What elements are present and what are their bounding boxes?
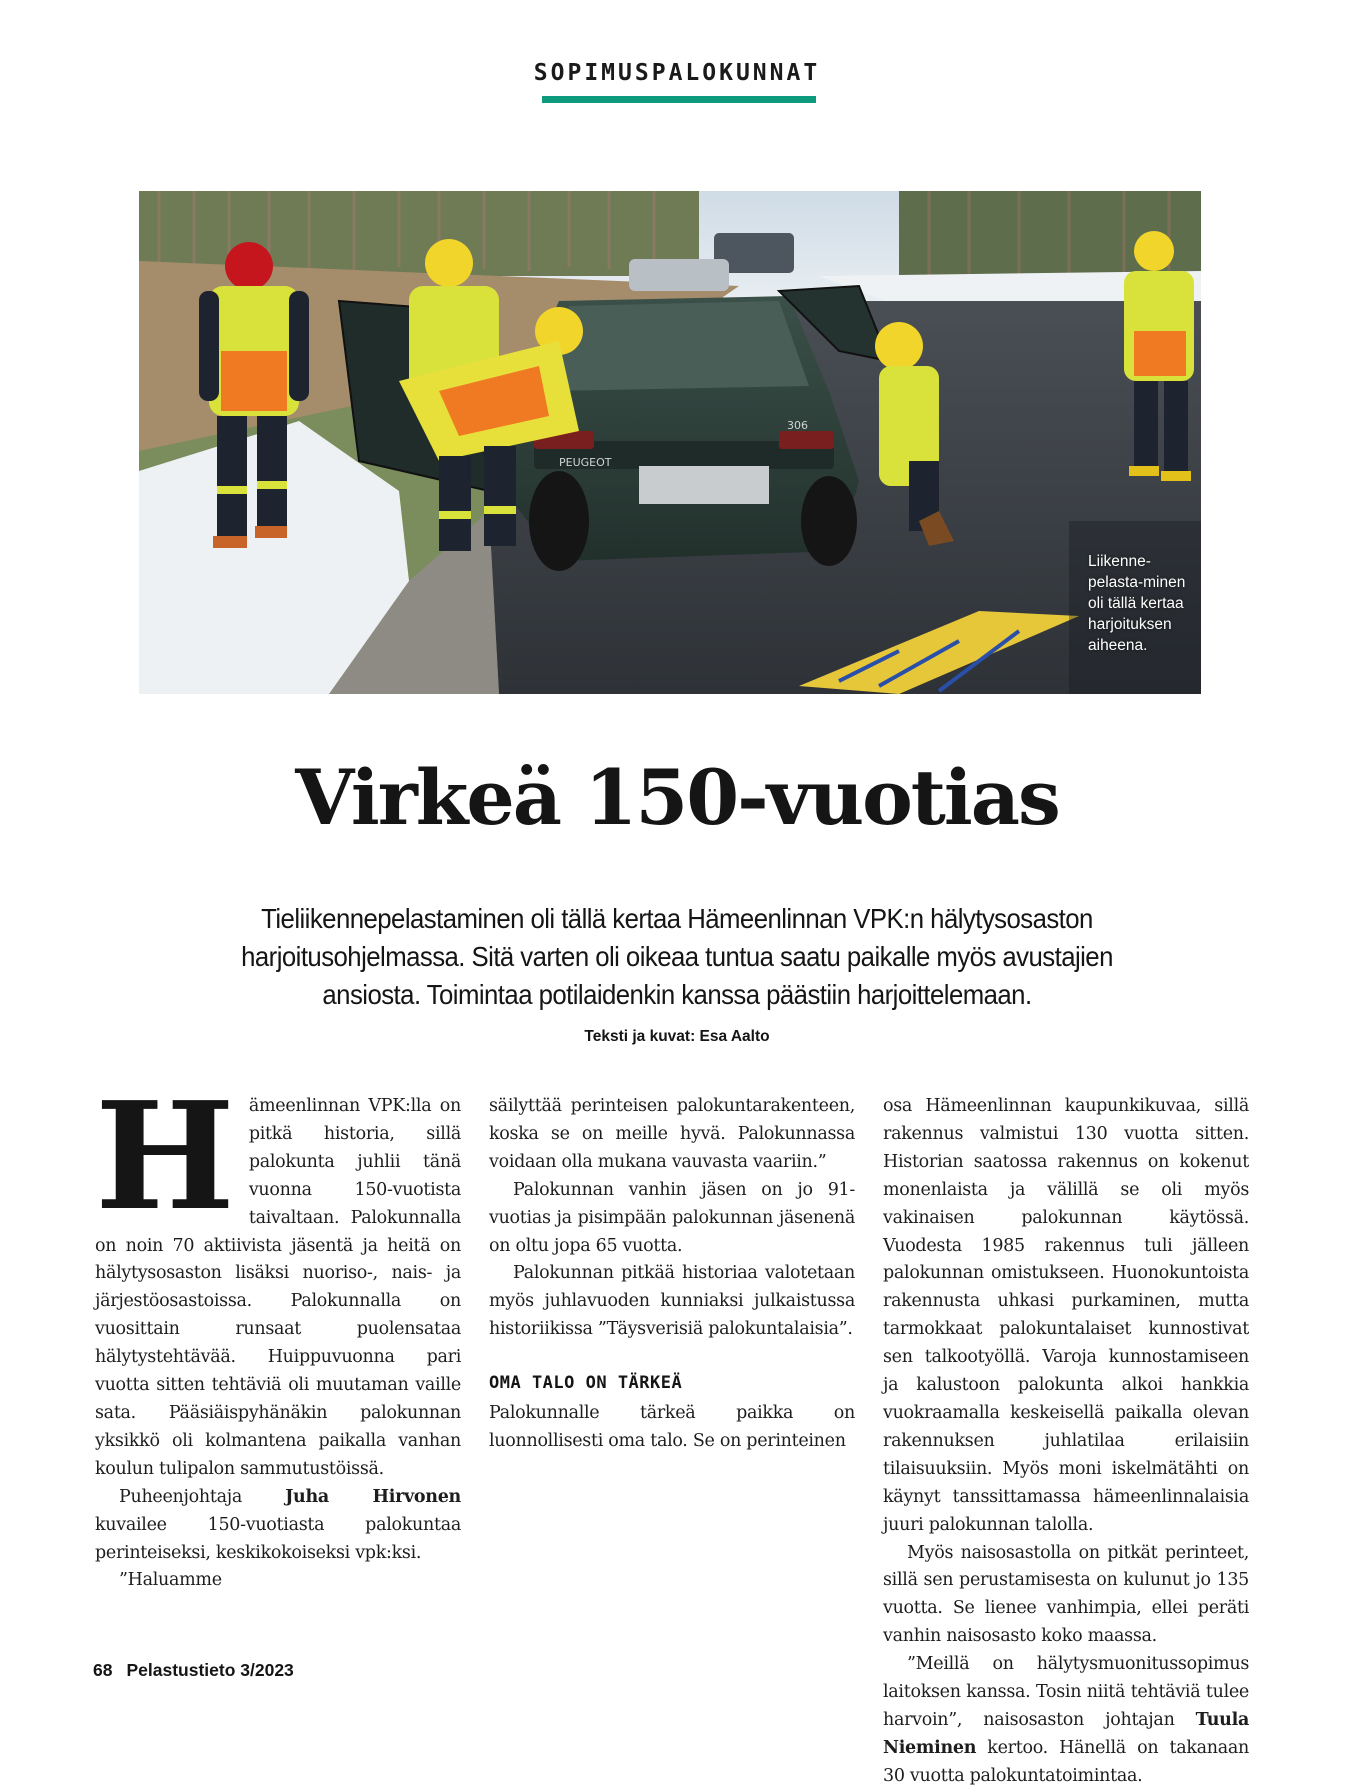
article-title: Virkeä 150-vuotias: [295, 753, 1059, 842]
paragraph-3: ”Haluamme: [119, 1570, 222, 1591]
person-name-chair: Juha Hirvonen: [285, 1486, 461, 1507]
paragraph-4: Palokunnan vanhin jäsen on jo 91-vuotias ja pisimpään palokunnan jäsenenä on oltu jopa 65 vuotta.: [489, 1179, 855, 1256]
section-rule: [542, 96, 816, 103]
paragraph-7: Myös naisosastolla on pitkät perinteet, sillä sen perustamisesta on kulunut jo 135 vuotta. Se lienee vanhimpia, ellei peräti vanhin naisosasto koko maassa.: [883, 1542, 1249, 1647]
paragraph-8-end: kertoo. Hänellä on takanaan 30 vuotta palokuntatoimintaa.: [883, 1737, 1249, 1786]
text-column-3: [883, 1093, 1249, 1791]
paragraph-2-end: kuvailee 150-vuotiasta palokuntaa perinteiseksi, keskikokoiseksi vpk:ksi.: [95, 1514, 461, 1563]
paragraph-6: Palokunnalle tärkeä paikka on luonnollisesti oma talo. Se on perinteinen: [489, 1403, 855, 1451]
paragraph-1: ämeenlinnan VPK:lla on pitkä historia, sillä palokunta juhlii tänä vuonna 150-vuotista taivaltaan. Palokunnalla on noin 70 aktiivista jäsentä ja heitä on hälytysosaston lisäksi nuoriso-, nais- ja järjestöosastoissa. Palokunnalla on vuosittain runsaat puolensataa hälytystehtävää. Huippuvuonna pari vuotta sitten tehtäviä oli muutaman vaille sata. Pääsiäispyhänäkin palokunnan yksikkö oli kolmantena paikalla vanhan koulun tulipalon sammutustöissä.: [95, 1096, 461, 1479]
text-column-2: [489, 1093, 855, 1456]
subheading: OMA TALO ON TÄRKEÄ: [489, 1373, 683, 1394]
section-label: SOPIMUSPALOKUNNAT: [533, 60, 821, 86]
page-footer: [93, 1660, 294, 1681]
article-photo: [139, 191, 1201, 694]
paragraph-2-start: Puheenjohtaja: [119, 1486, 286, 1507]
paragraph-5: Palokunnan pitkää historiaa valotetaan myös juhlavuoden kunniaksi julkaistussa historiikissa ”Täysverisiä palokuntalaisia”.: [489, 1263, 855, 1340]
person-name-leader: Tuula Nieminen: [883, 1709, 1249, 1758]
car-model-text: 306: [787, 419, 808, 432]
paragraph-8-start: ”Meillä on hälytysmuonitussopimus laitoksen kanssa. Tosin niitä tehtäviä tulee harvoin”, naisosaston johtajan: [883, 1654, 1249, 1730]
paragraph-2: [95, 1484, 461, 1568]
photo-caption: Liikenne-pelasta-minen oli tällä kertaa harjoituksen aiheena.: [1088, 553, 1186, 654]
text-column-1: [95, 1069, 461, 1595]
article-lead: Tieliikennepelastaminen oli tällä kertaa Hämeenlinnan VPK:n hälytysosaston harjoitusohjelmassa. Sitä varten oli oikeaa tuntua saatu paikalle myös avustajien ansiosta. Toimintaa potilaidenkin kanssa päästiin harjoittelemaan.: [241, 903, 1113, 1010]
photo-illustration: [139, 191, 1201, 694]
page-number: 68: [93, 1660, 113, 1680]
paragraph-continuation: osa Hämeenlinnan kaupunkikuvaa, sillä rakennus valmistui 130 vuotta sitten. Historian saatossa rakennus on kokenut monenlaista ja välillä se oli myös vakinaisen palokunnan käytössä. Vuodesta 1985 rakennus tuli jälleen palokunnan omistukseen. Huonokuntoista rakennusta uhkasi purkaminen, mutta tarmokkaat palokuntalaiset kunnostivat sen talkootyöllä. Varoja kunnostamiseen ja kalustoon palokunta alkoi hankkia vuokraamalla keskeisellä paikalla olevan rakennuksen juhlatilaa erilaisiin tilaisuuksiin. Myös moni iskelmätähti on käynyt tanssittamassa hämeenlinnalaisia juuri palokunnan talolla.: [883, 1096, 1249, 1535]
drop-cap: H: [95, 1069, 235, 1243]
paragraph-continuation: säilyttää perinteisen palokuntarakenteen, koska se on meille hyvä. Palokunnassa voidaan olla mukana vauvasta vaariin.”: [489, 1096, 855, 1172]
paragraph-8: [883, 1651, 1249, 1791]
article-byline: Teksti ja kuvat: Esa Aalto: [584, 1028, 770, 1045]
publication-name: Pelastustieto 3/2023: [126, 1660, 294, 1680]
car-badge-text: PEUGEOT: [559, 456, 612, 469]
